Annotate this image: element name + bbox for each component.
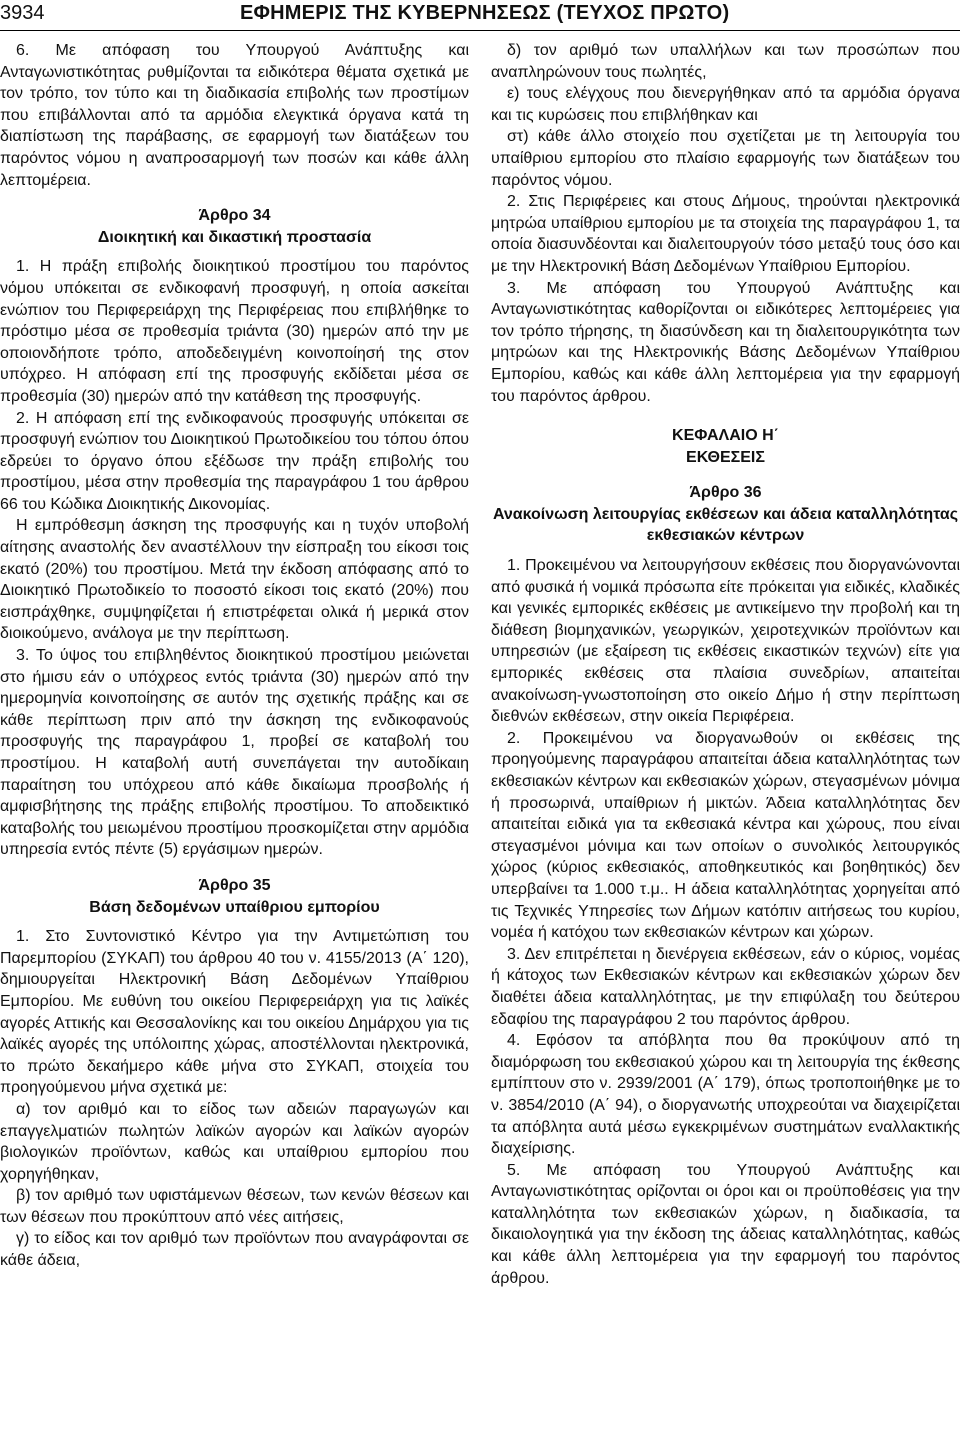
header-rule [0,30,960,31]
list-item: γ) το είδος και τον αριθμό των προϊόντων που αναγράφονται σε κάθε άδεια, [0,1230,469,1270]
paragraph: 5. Με απόφαση του Υπουργού Ανάπτυξης και Ανταγωνιστικότητας ορίζονται οι όροι και οι προϋποθέσεις για την καταλληλότητα των εκθεσιακών χώρων, η διαδικασία, τα δικαιολογητικά για την έκδοση της άδειας καταλληλότητας, καθώς και κάθε άλλη λεπτομέρεια για την εφαρμογή του παρόντος άρθρου. [491,1161,960,1287]
paragraph: 1. Στο Συντονιστικό Κέντρο για την Αντιμετώπιση του Παρεμπορίου (ΣΥΚΑΠ) του άρθρου 40 του ν. 4155/2013 (Α΄ 120), δημιουργείται Ηλεκτρονική Βάση Δεδομένων Υπαίθριου Εμπορίου. Με ευθύνη του οικείου Περιφερειάρχη για τις λαϊκές αγορές Αττικής και Θεσσαλονίκης και του οικείου Δημάρχου για τις λαϊκές αγορές της υπόλοιπης χώρας, αποστέλλονται ηλεκτρονικά, το πρώτο δεκαήμερο κάθε μήνα στο ΣΥΚΑΠ, στοιχεία του προηγούμενου μήνα σχετικά με: [0,928,469,1097]
paragraph: 2. Προκειμένου να διοργανωθούν οι εκθέσεις της προηγούμενης παραγράφου απαιτείται άδεια καταλληλότητας των εκθεσιακών κέντρων και εκθεσιακών χώρων, στεγασμένων μόνιμα ή προσωρινά, υπαίθριων ή μικτών. Άδεια καταλληλότητας δεν απαιτείται ειδικά για τα εκθεσιακά κέντρα και χώρους, που είναι στεγασμένοι μόνιμα και των οποίων ο συνολικός λειτουργικός χώρος (κύριος εκθεσιακός, αποθηκευτικός και βοηθητικός) δεν υπερβαίνει τα 1.000 τ.μ.. Η άδεια καταλληλότητας χορηγείται από τις Τεχνικές Υπηρεσίες των Δήμων κατόπιν αιτήσεως του κυρίου, νομέα ή κατόχου των εκθεσιακών κέντρων και χώρων. [491,729,960,942]
paragraph: 6. Με απόφαση του Υπουργού Ανάπτυξης και Ανταγωνιστικότητας ρυθμίζονται τα ειδικότερα θέματα σχετικά με τον τρόπο, τον τύπο και τη διαδικασία επιβολής των προστίμων που επιβάλλονται από τα αρμόδια ελεγκτικά όργανα κατά τη διαπίστωση της παράβασης, σε εφαρμογή των διατάξεων του παρόντος νόμου η αναπροσαρμογή των ποσών και κάθε άλλη λεπτομέρεια. [0,42,469,189]
gazette-title: ΕΦΗΜΕΡΙΣ ΤΗΣ ΚΥΒΕΡΝΗΣΕΩΣ (ΤΕΥΧΟΣ ΠΡΩΤΟ) [240,2,730,24]
article-36-title: Άρθρο 36 [689,484,762,502]
left-column [0,40,469,1272]
list-item: α) τον αριθμό και το είδος των αδειών παραγωγών και επαγγελματιών πωλητών λαϊκών αγορών και λαϊκών αγορών βιολογικών προϊόντων, καθώς και υπαίθριου εμπορίου που χορηγήθηκαν, [0,1100,469,1183]
paragraph: 4. Εφόσον τα απόβλητα που θα προκύψουν από τη διαμόρφωση του εκθεσιακού χώρου και τη λειτουργία της έκθεσης εμπίπτουν στο ν. 2939/2001 (Α΄ 179), όπως τροποποιήθηκε με το ν. 3854/2010 (Α΄ 94), ο διοργανωτής υποχρεούται να διαχειρίζεται τα απόβλητα αυτά μέσω εγκεκριμένων συστημάτων εναλλακτικής διαχείρισης. [491,1032,960,1158]
article-35-subtitle: Βάση δεδομένων υπαίθριου εμπορίου [89,898,380,916]
paragraph: Η εμπρόθεσμη άσκηση της προσφυγής και η τυχόν υποβολή αίτησης αναστολής δεν αναστέλλουν την είσπραξη του είκοσι τοις εκατό (20%) του προστίμου. Μετά την έκδοση απόφασης από το Διοικητικό Πρωτοδικείο το ποσοστό είκοσι τοις εκατό (20%) που εισπράχθηκε, συμψηφίζεται ή επιστρέφεται ολικά ή μερικά στον διοικούμενο, ανάλογα με την περίπτωση. [0,517,469,643]
right-column [491,40,960,1289]
list-item: β) τον αριθμό των υφιστάμενων θέσεων, των κενών θέσεων και των θέσεων που προκύπτουν από νέες αιτήσεις, [0,1187,469,1226]
article-35-title: Άρθρο 35 [198,876,271,894]
chapter-title: ΚΕΦΑΛΑΙΟ Η΄ [672,427,779,445]
paragraph: 3. Δεν επιτρέπεται η διενέργεια εκθέσεων, εάν ο κύριος, νομέας ή κάτοχος των Εκθεσιακών κέντρων και εκθεσιακών χώρων δεν διαθέτει άδεια καταλληλότητας, με την επιφύλαξη του δεύτερου εδαφίου της παραγράφου 2 του παρόντος άρθρου. [491,945,960,1028]
article-34-subtitle: Διοικητική και δικαστική προστασία [97,228,372,246]
paragraph: 1. Προκειμένου να λειτουργήσουν εκθέσεις που διοργανώνονται από φυσικά ή νομικά πρόσωπα είτε πρόκειται για ειδικές, κλαδικές και γενικές εμπορικές εκθέσεις με αντικείμενο την προβολή και τη διάθεση βιομηχανικών, γεωργικών, χειροτεχνικών προϊόντων και υπηρεσιών (με εξαίρεση τις εκθέσεις εικαστικών τεχνών) είτε για εμπορικές εκθέσεις στα πλαίσια συνεδρίων, απαιτείται ανακοίνωση-γνωστοποίηση στο οικείο Δήμο ή στην περίπτωση διεθνών εκθέσεων, στην οικεία Περιφέρεια. [491,557,960,726]
chapter-subtitle: ΕΚΘΕΣΕΙΣ [686,448,765,466]
paragraph: 1. Η πράξη επιβολής διοικητικού προστίμου του παρόντος νόμου υπόκειται σε ενδικοφανή προσφυγή, η οποία ασκείται ενώπιον του Περιφερειάρχη της Περιφέρειας που επιβλήθηκε το πρόστιμο μέσα σε προθεσμία τριάντα (30) ημερών από την με οποιονδήποτε τρόπο, αποδεδειγμένη κοινοποίησή της στον υπόχρεο. Η απόφαση επί της προσφυγής εκδίδεται μέσα σε προθεσμία (30) ημερών από την κατάθεση της προσφυγής. [0,258,469,405]
list-item: δ) τον αριθμό των υπαλλήλων και των προσώπων που αναπληρώνουν τους πωλητές, [491,42,960,81]
list-item: ε) τους ελέγχους που διενεργήθηκαν από τα αρμόδια όργανα και τις κυρώσεις που επιβλήθηκαν και [491,85,960,124]
paragraph: 2. Στις Περιφέρειες και στους Δήμους, τηρούνται ηλεκτρονικά μητρώα υπαίθριου εμπορίου με τα στοιχεία της παραγράφου 1, τα οποία διασυνδέονται και διαλειτουργούν τόσο μεταξύ τους όσο και με την Ηλεκτρονική Βάση Δεδομένων Υπαίθριου Εμπορίου. [491,193,960,275]
page-header [0,0,960,28]
page-number: 3934 [0,2,45,24]
paragraph: 3. Το ύψος του επιβληθέντος διοικητικού προστίμου μειώνεται στο ήμισυ εάν ο υπόχρεος εντός τριάντα (30) ημερών από την ημερομηνία κοινοποίησης σε αυτόν της σχετικής πράξης και σε κάθε περίπτωση πριν από την άσκηση της ενδικοφανούς προσφυγής της παραγράφου 1, προβεί σε καταβολή του προστίμου. Η καταβολή αυτή συνεπάγεται την αυτοδίκαιη παραίτηση του υπόχρεου από κάθε δικαίωμα προσβολής ή αμφισβήτησης της πράξης επιβολής προστίμου. Το αποδεικτικό καταβολής του μειωμένου προστίμου προσκομίζεται στην αρμόδια υπηρεσία εντός πέντε (5) εργάσιμων ημερών. [0,647,469,859]
article-36-subtitle: Ανακοίνωση λειτουργίας εκθέσεων και άδεια καταλληλότητας εκθεσιακών κέντρων [492,505,959,545]
paragraph: 2. Η απόφαση επί της ενδικοφανούς προσφυγής υπόκειται σε προσφυγή ενώπιον του Διοικητικού Πρωτοδικείου του τόπου όπου εδρεύει το όργανο όπου εξέδωσε την πράξη επιβολής του προστίμου, μέσα στην προθεσμία της παραγράφου 1 του άρθρου 66 του Κώδικα Διοικητικής Δικονομίας. [0,409,469,513]
paragraph: 3. Με απόφαση του Υπουργού Ανάπτυξης και Ανταγωνιστικότητας καθορίζονται οι ειδικότερες λεπτομέρειες για τον τρόπο τήρησης, τη διασύνδεση και τη διαλειτουργικότητα των μητρώων και της Ηλεκτρονικής Βάσης Δεδομένων Υπαίθριου Εμπορίου, καθώς και κάθε άλλη λεπτομέρεια για την εφαρμογή του παρόντος άρθρου. [491,279,960,405]
list-item: στ) κάθε άλλο στοιχείο που σχετίζεται με τη λειτουργία του υπαίθριου εμπορίου στο πλαίσιο εφαρμογής των διατάξεων του παρόντος νόμου. [491,128,960,189]
article-34-title: Άρθρο 34 [198,207,271,225]
